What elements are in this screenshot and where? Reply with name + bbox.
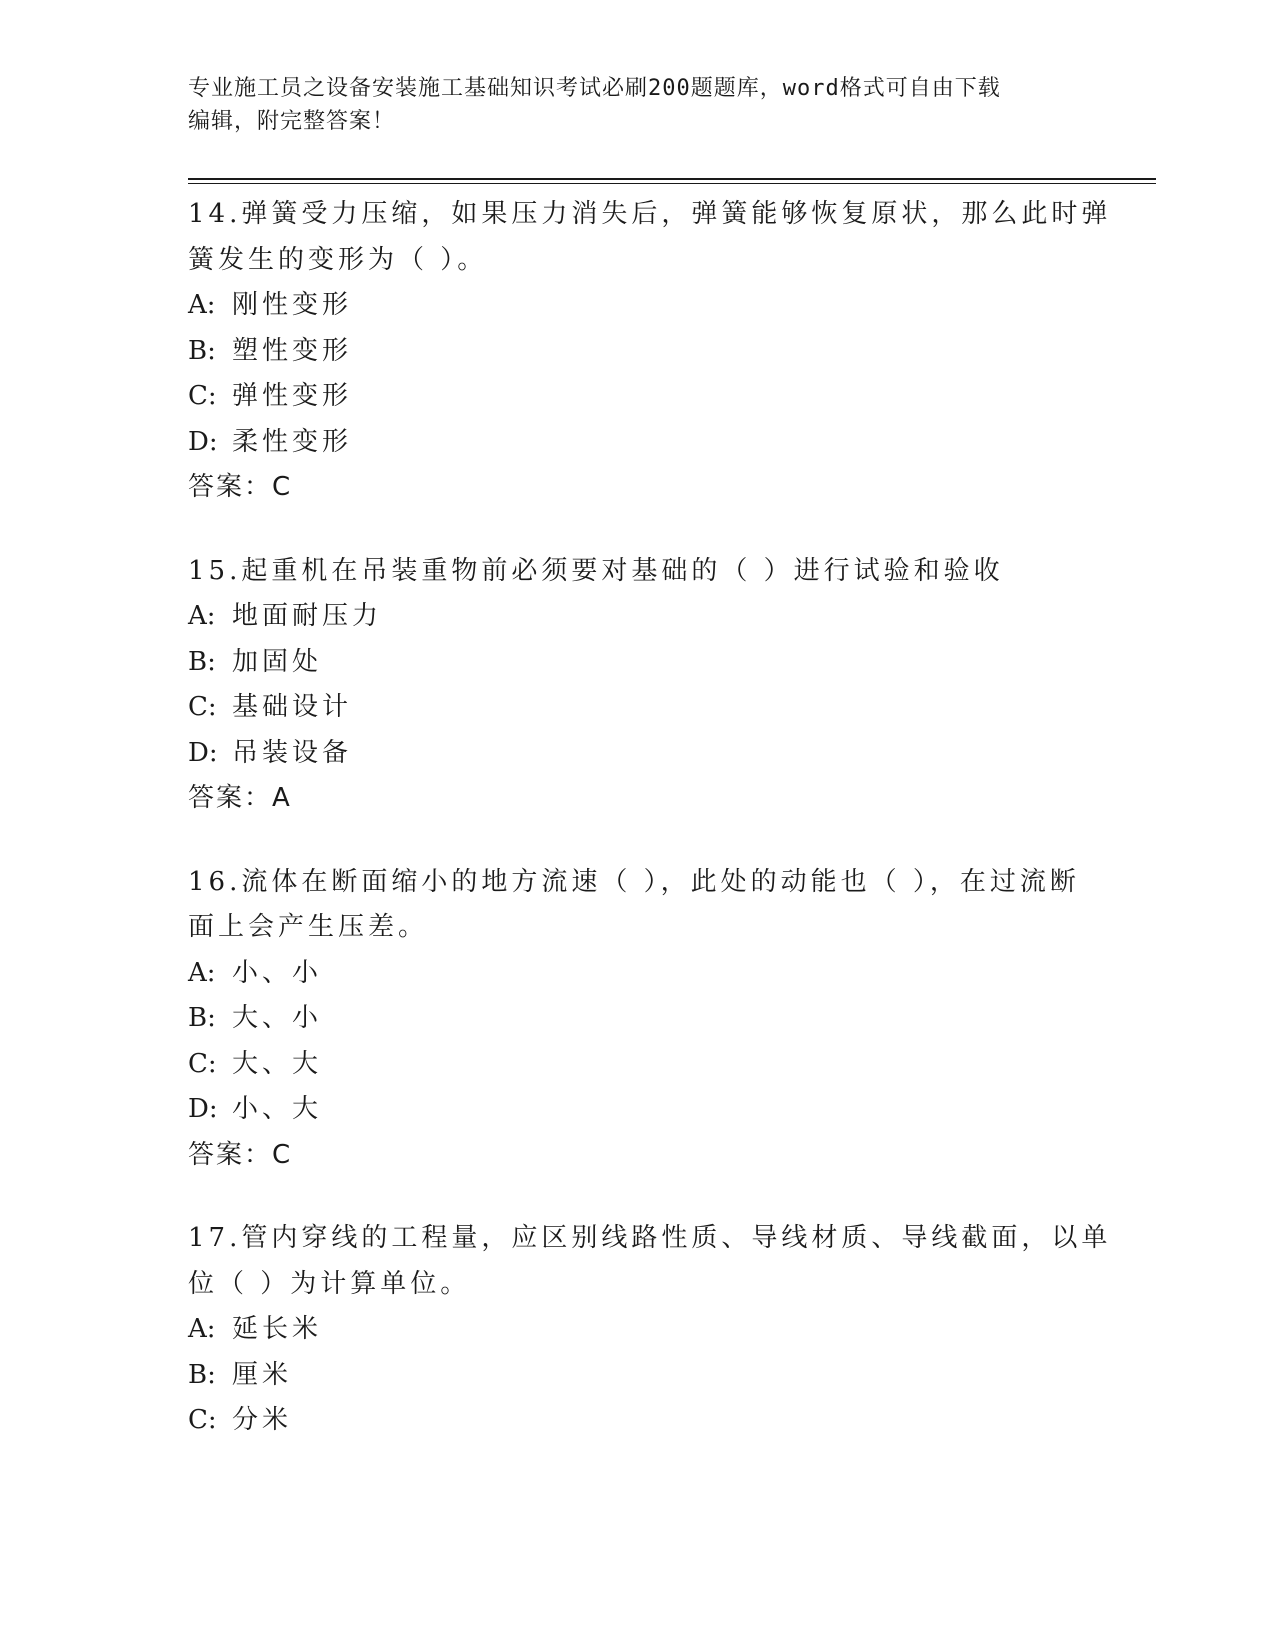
option-c xyxy=(188,1398,1088,1444)
option-text: 基础设计 xyxy=(232,692,353,722)
option-a xyxy=(188,1307,1088,1353)
question-17 xyxy=(188,1216,1112,1444)
option-letter: B: xyxy=(188,1003,216,1033)
option-text: 地面耐压力 xyxy=(232,601,383,631)
option-letter: B: xyxy=(188,1359,216,1390)
option-letter: D: xyxy=(188,1094,218,1124)
option-d xyxy=(188,1087,1088,1133)
option-b xyxy=(188,329,1088,375)
option-text: 小、大 xyxy=(232,1094,323,1124)
option-letter: D: xyxy=(188,737,218,768)
option-d xyxy=(188,420,1088,466)
option-b xyxy=(188,640,1088,686)
option-text: 延长米 xyxy=(232,1314,323,1344)
answer-line: 答案：C xyxy=(188,1139,293,1170)
question-16 xyxy=(188,860,1088,1179)
header-divider-thin xyxy=(188,183,1156,184)
option-text: 弹性变形 xyxy=(232,381,353,411)
answer-line: 答案：A xyxy=(188,783,292,813)
question-text-line: 16.流体在断面缩小的地方流速（ ），此处的动能也（ ），在过流断 xyxy=(188,866,1080,897)
option-text: 柔性变形 xyxy=(232,426,353,457)
option-text: 刚性变形 xyxy=(232,290,353,320)
option-b xyxy=(188,996,1088,1042)
option-text: 厘米 xyxy=(232,1359,293,1390)
question-text-line: 15.起重机在吊装重物前必须要对基础的（ ）进行试验和验收 xyxy=(188,555,1004,586)
header-line-2: 编辑，附完整答案！ xyxy=(188,109,396,134)
question-14 xyxy=(188,192,1112,511)
question-list xyxy=(188,192,1112,1482)
option-text: 小、小 xyxy=(232,957,323,988)
option-d xyxy=(188,731,1088,777)
question-15 xyxy=(188,549,1088,822)
question-text-line: 14.弹簧受力压缩，如果压力消失后，弹簧能够恢复原状，那么此时弹 xyxy=(188,199,1112,229)
option-text: 大、大 xyxy=(232,1048,323,1079)
question-text-line: 面上会产生压差。 xyxy=(188,912,429,942)
option-c xyxy=(188,1042,1088,1088)
option-letter: A: xyxy=(188,1314,216,1344)
option-text: 加固处 xyxy=(232,646,323,677)
option-letter: C: xyxy=(188,1048,217,1079)
question-text-line: 簧发生的变形为（ ）。 xyxy=(188,244,488,275)
option-letter: A: xyxy=(188,601,216,631)
option-letter: D: xyxy=(188,426,218,457)
option-a xyxy=(188,594,1088,640)
answer-line: 答案：C xyxy=(188,472,293,502)
option-letter: C: xyxy=(188,381,217,411)
option-letter: C: xyxy=(188,692,217,722)
option-letter: C: xyxy=(188,1405,217,1435)
option-letter: A: xyxy=(188,957,216,988)
option-text: 吊装设备 xyxy=(232,737,353,768)
question-text-line: 17.管内穿线的工程量，应区别线路性质、导线材质、导线截面，以单 xyxy=(188,1223,1112,1253)
header-line-1: 专业施工员之设备安装施工基础知识考试必刷200题题库，word格式可自由下载 xyxy=(188,76,1001,101)
option-c xyxy=(188,685,1088,731)
option-a xyxy=(188,951,1088,997)
option-c xyxy=(188,374,1088,420)
question-text-line: 位（ ）为计算单位。 xyxy=(188,1268,471,1299)
option-letter: B: xyxy=(188,335,216,366)
option-text: 分米 xyxy=(232,1405,293,1435)
header-divider-thick xyxy=(188,178,1156,180)
option-text: 大、小 xyxy=(232,1003,323,1033)
option-letter: A: xyxy=(188,290,216,320)
document-header xyxy=(188,72,1068,138)
option-text: 塑性变形 xyxy=(232,335,353,366)
option-letter: B: xyxy=(188,646,216,677)
option-a xyxy=(188,283,1088,329)
option-b xyxy=(188,1353,1088,1399)
